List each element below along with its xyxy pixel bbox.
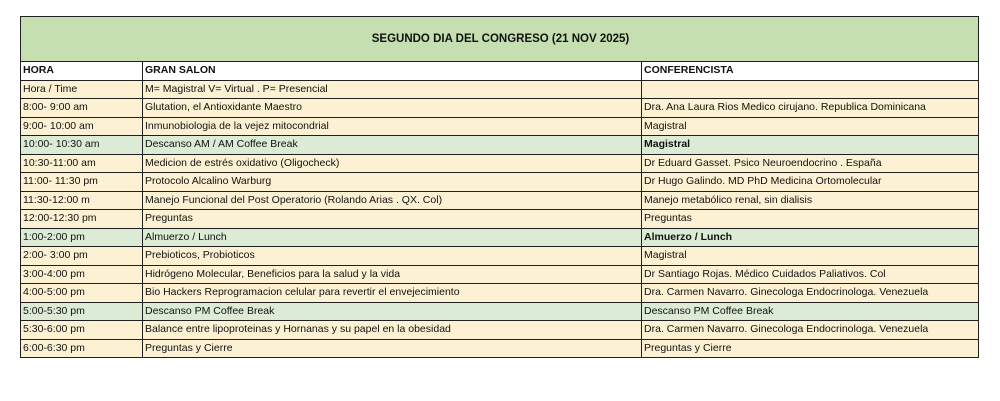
table-row (21, 117, 979, 136)
cell-conferencista: Dr Eduard Gasset. Psico Neuroendocrino . España (642, 154, 979, 173)
table-row (21, 99, 979, 118)
cell-salon: Descanso PM Coffee Break (143, 302, 642, 321)
cell-salon: Descanso AM / AM Coffee Break (143, 136, 642, 155)
cell-conferencista: Preguntas y Cierre (642, 339, 979, 358)
header-conferencista: CONFERENCISTA (642, 62, 979, 81)
table-row (21, 173, 979, 192)
header-hora: HORA (21, 62, 143, 81)
cell-salon: Hidrógeno Molecular, Beneficios para la salud y la vida (143, 265, 642, 284)
cell-hora: 4:00-5:00 pm (21, 284, 143, 303)
cell-hora: 11:30-12:00 m (21, 191, 143, 210)
cell-salon: Medicion de estrés oxidativo (Oligocheck) (143, 154, 642, 173)
header-gran-salon: GRAN SALON (143, 62, 642, 81)
cell-conferencista: Magistral (642, 247, 979, 266)
schedule-sheet (20, 16, 978, 358)
cell-conferencista: Preguntas (642, 210, 979, 229)
cell-hora: 9:00- 10:00 am (21, 117, 143, 136)
cell-salon: Protocolo Alcalino Warburg (143, 173, 642, 192)
table-row (21, 136, 979, 155)
cell-salon: M= Magistral V= Virtual . P= Presencial (143, 80, 642, 99)
cell-conferencista (642, 80, 979, 99)
cell-conferencista: Dra. Carmen Navarro. Ginecologa Endocrinologa. Venezuela (642, 284, 979, 303)
title-row (21, 17, 979, 62)
table-row (21, 80, 979, 99)
header-row (21, 62, 979, 81)
cell-hora: 10:00- 10:30 am (21, 136, 143, 155)
cell-salon: Manejo Funcional del Post Operatorio (Rolando Arias . QX. Col) (143, 191, 642, 210)
cell-hora: 8:00- 9:00 am (21, 99, 143, 118)
schedule-table (20, 16, 979, 358)
cell-hora: 12:00-12:30 pm (21, 210, 143, 229)
cell-hora: 5:00-5:30 pm (21, 302, 143, 321)
cell-hora: 5:30-6:00 pm (21, 321, 143, 340)
table-row (21, 321, 979, 340)
cell-conferencista: Dr Santiago Rojas. Médico Cuidados Paliativos. Col (642, 265, 979, 284)
cell-conferencista: Dra. Carmen Navarro. Ginecologa Endocrinologa. Venezuela (642, 321, 979, 340)
cell-conferencista: Magistral (642, 136, 979, 155)
cell-conferencista: Magistral (642, 117, 979, 136)
cell-salon: Almuerzo / Lunch (143, 228, 642, 247)
cell-hora: 6:00-6:30 pm (21, 339, 143, 358)
table-row (21, 247, 979, 266)
cell-salon: Preguntas (143, 210, 642, 229)
cell-hora: 1:00-2:00 pm (21, 228, 143, 247)
cell-hora: 3:00-4:00 pm (21, 265, 143, 284)
cell-salon: Preguntas y Cierre (143, 339, 642, 358)
cell-conferencista: Dra. Ana Laura Rios Medico cirujano. Republica Dominicana (642, 99, 979, 118)
table-row (21, 339, 979, 358)
cell-salon: Prebioticos, Probioticos (143, 247, 642, 266)
cell-conferencista: Descanso PM Coffee Break (642, 302, 979, 321)
cell-hora: 10:30-11:00 am (21, 154, 143, 173)
table-row (21, 210, 979, 229)
cell-conferencista: Dr Hugo Galindo. MD PhD Medicina Ortomolecular (642, 173, 979, 192)
cell-salon: Glutation, el Antioxidante Maestro (143, 99, 642, 118)
cell-conferencista: Almuerzo / Lunch (642, 228, 979, 247)
cell-conferencista: Manejo metabólico renal, sin dialisis (642, 191, 979, 210)
table-row (21, 284, 979, 303)
cell-hora: 2:00- 3:00 pm (21, 247, 143, 266)
table-row (21, 228, 979, 247)
cell-salon: Inmunobiologia de la vejez mitocondrial (143, 117, 642, 136)
cell-salon: Bio Hackers Reprogramacion celular para revertir el envejecimiento (143, 284, 642, 303)
table-row (21, 191, 979, 210)
table-row (21, 302, 979, 321)
schedule-title: SEGUNDO DIA DEL CONGRESO (21 NOV 2025) (21, 17, 979, 62)
cell-salon: Balance entre lipoproteinas y Hornanas y su papel en la obesidad (143, 321, 642, 340)
table-row (21, 265, 979, 284)
cell-hora: 11:00- 11:30 pm (21, 173, 143, 192)
cell-hora: Hora / Time (21, 80, 143, 99)
table-row (21, 154, 979, 173)
